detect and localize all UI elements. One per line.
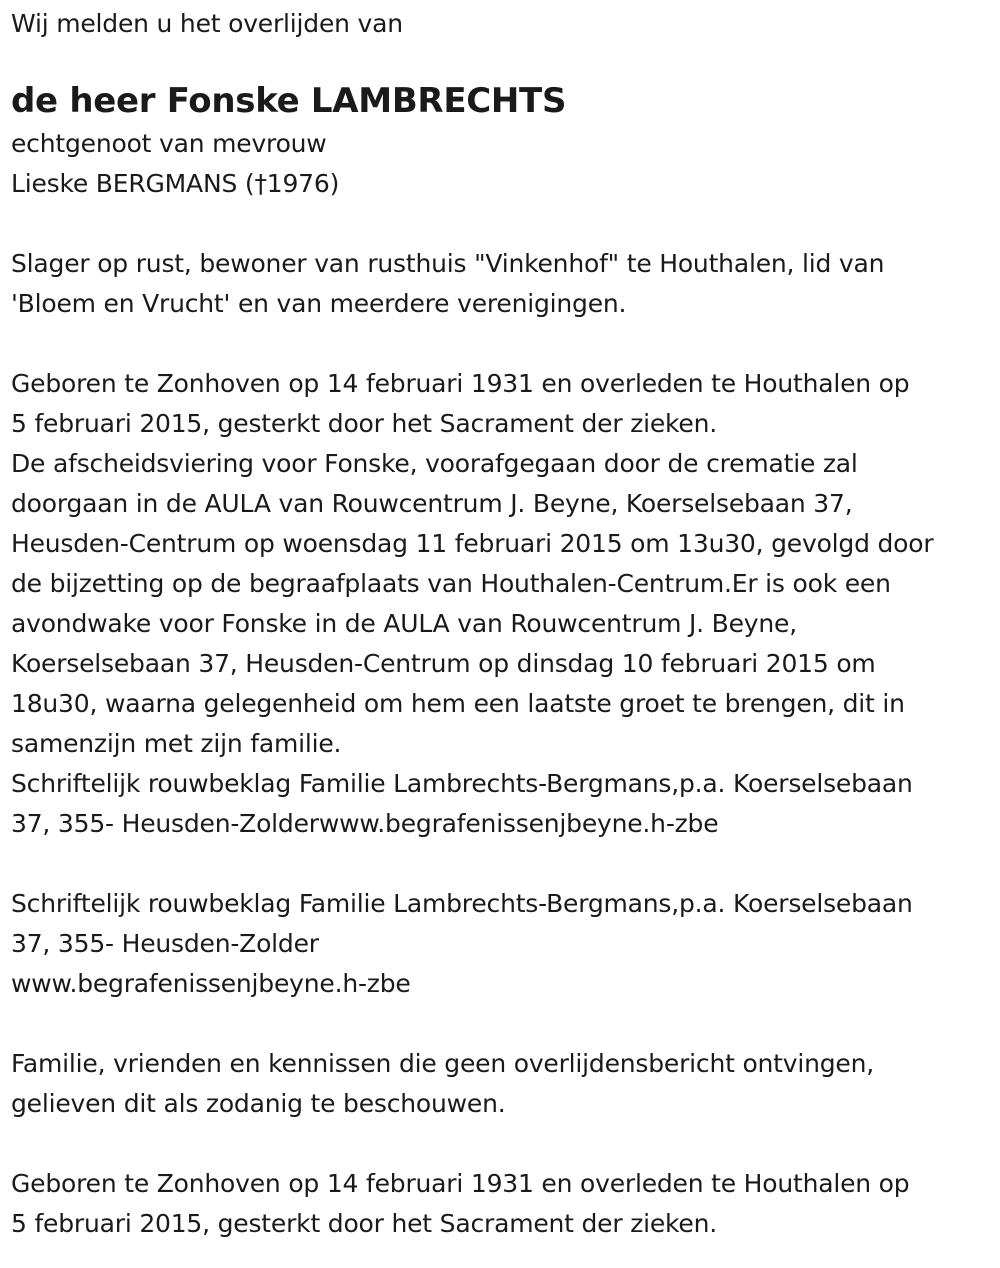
spacer bbox=[11, 324, 993, 364]
about-paragraph bbox=[11, 244, 993, 324]
paragraph-line: Familie, vrienden en kennissen die geen overlijdensbericht ontvingen, bbox=[11, 1049, 875, 1078]
paragraph-line: 18u30, waarna gelegenheid om hem een laatste groet te brengen, dit in bbox=[11, 689, 905, 718]
paragraph-line: doorgaan in de AULA van Rouwcentrum J. Beyne, Koerselsebaan 37, bbox=[11, 489, 853, 518]
details-paragraph bbox=[11, 364, 993, 844]
website-text: www.begrafenissenjbeyne.h-zbe bbox=[11, 969, 411, 998]
intro-text: Wij melden u het overlijden van bbox=[11, 9, 403, 38]
paragraph-line: Geboren te Zonhoven op 14 februari 1931 en overleden te Houthalen op bbox=[11, 369, 910, 398]
deceased-name: de heer Fonske LAMBRECHTS bbox=[11, 81, 567, 121]
spacer bbox=[11, 844, 993, 884]
paragraph-line: Schriftelijk rouwbeklag Familie Lambrechts-Bergmans,p.a. Koerselsebaan bbox=[11, 769, 913, 798]
paragraph-line: 37, 355- Heusden-Zolder bbox=[11, 929, 319, 958]
obituary-notice bbox=[11, 4, 993, 1244]
paragraph-line: gelieven dit als zodanig te beschouwen. bbox=[11, 1089, 506, 1118]
spouse-line: echtgenoot van mevrouw bbox=[11, 129, 327, 158]
spouse-name-line bbox=[11, 164, 993, 204]
paragraph-line: Slager op rust, bewoner van rusthuis "Vinkenhof" te Houthalen, lid van bbox=[11, 249, 885, 278]
paragraph-line: Schriftelijk rouwbeklag Familie Lambrechts-Bergmans,p.a. Koerselsebaan bbox=[11, 889, 913, 918]
paragraph-line: 5 februari 2015, gesterkt door het Sacrament der zieken. bbox=[11, 1209, 717, 1238]
paragraph-line: avondwake voor Fonske in de AULA van Rouwcentrum J. Beyne, bbox=[11, 609, 797, 638]
paragraph-line: Heusden-Centrum op woensdag 11 februari 2015 om 13u30, gevolgd door bbox=[11, 529, 934, 558]
paragraph-line: 37, 355- Heusden-Zolderwww.begrafenissenjbeyne.h-zbe bbox=[11, 809, 719, 838]
closing-paragraph bbox=[11, 1164, 993, 1244]
paragraph-line: Geboren te Zonhoven op 14 februari 1931 en overleden te Houthalen op bbox=[11, 1169, 910, 1198]
notice-paragraph bbox=[11, 1044, 993, 1124]
paragraph-line: Koerselsebaan 37, Heusden-Centrum op dinsdag 10 februari 2015 om bbox=[11, 649, 876, 678]
spacer bbox=[11, 1004, 993, 1044]
spouse-name: Lieske BERGMANS ( bbox=[11, 169, 255, 198]
paragraph-line: 5 februari 2015, gesterkt door het Sacrament der zieken. bbox=[11, 409, 717, 438]
spacer bbox=[11, 204, 993, 244]
spacer bbox=[11, 1124, 993, 1164]
paragraph-line: de bijzetting op de begraafplaats van Houthalen-Centrum.Er is ook een bbox=[11, 569, 891, 598]
paragraph-line: samenzijn met zijn familie. bbox=[11, 729, 342, 758]
paragraph-line: 'Bloem en Vrucht' en van meerdere verenigingen. bbox=[11, 289, 627, 318]
paragraph-line: De afscheidsviering voor Fonske, voorafgegaan door de crematie zal bbox=[11, 449, 858, 478]
cross-icon: † bbox=[254, 169, 267, 198]
spouse-death-year: 1976) bbox=[266, 169, 340, 198]
condolences-paragraph bbox=[11, 884, 993, 1004]
